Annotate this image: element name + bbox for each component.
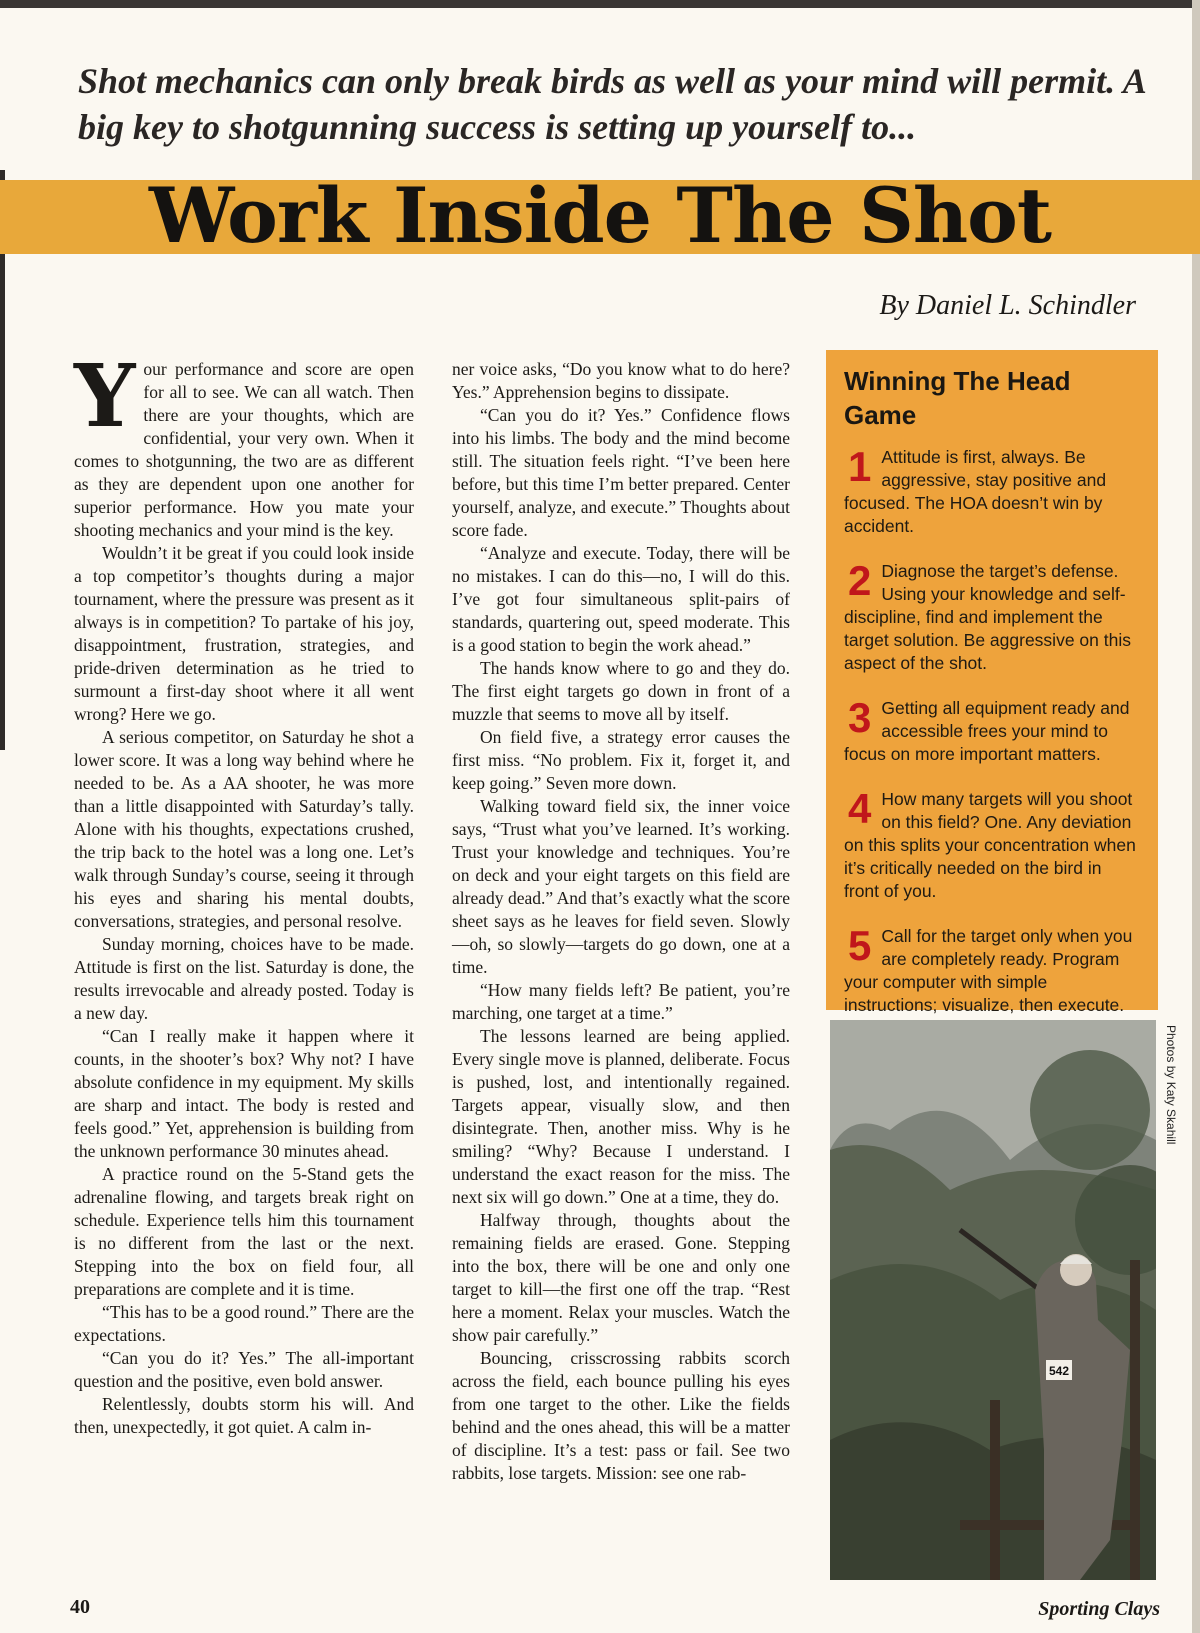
tip-text: Diagnose the target’s defense. Using your knowledge and self-discipline, find and implement the target solution. Be aggressive on this aspect of the shot. — [844, 561, 1131, 673]
paragraph: A serious competitor, on Saturday he shot a lower score. It was a long way behind where he needed to be. As a AA shooter, he was more than a little disappointed with Saturday’s tally. Alone with his thoughts, expectations crushed, the trip back to the hotel was a long one. Let’s walk through Sunday’s course, seeing it through his eyes and sharing his mental doubts, conversations, strategies, and personal resolve. — [74, 727, 414, 931]
paragraph: On field five, a strategy error causes the first miss. “No problem. Fix it, forget it, and keep going.” Seven more down. — [452, 727, 790, 793]
photo-illustration — [830, 1020, 1156, 1580]
drop-cap: Y — [74, 346, 136, 447]
tip-number: 5 — [848, 922, 872, 969]
paragraph: “This has to be a good round.” There are the expectations. — [74, 1302, 414, 1345]
paragraph: Bouncing, crisscrossing rabbits scorch across the field, each bounce pulling his eyes from one target to the other. Like the fields behind and the ones ahead, this will be a matter of discipline. It’s a test: pass or fail. See two rabbits, lose targets. Mission: see one rab- — [452, 1348, 790, 1483]
paragraph: Halfway through, thoughts about the remaining fields are erased. Gone. Stepping into the box, there will be one and only one target to kill—the first one off the trap. “Rest here a moment. Relax your muscles. Watch the show pair carefully.” — [452, 1210, 790, 1345]
paragraph: our performance and score are open for all to see. We can all watch. Then there are your thoughts, which are confidential, your very own. When it comes to shotgunning, the two are as different as they are dependent upon one another for superior performance. How you mate your shooting mechanics and your mind is the key. — [74, 359, 414, 540]
paragraph: Sunday morning, choices have to be made. Attitude is first on the list. Saturday is done, the results irrevocable and already posted. Today is a new day. — [74, 934, 414, 1023]
photo-credit-text: Photos by Katy Skahill — [1164, 1025, 1178, 1145]
tip-text: Attitude is first, always. Be aggressive, stay positive and focused. The HOA doesn’t win by accident. — [844, 447, 1107, 536]
paragraph: “Can you do it? Yes.” The all-important question and the positive, even bold answer. — [74, 1348, 414, 1391]
paragraph: “Analyze and execute. Today, there will be no mistakes. I can do this—no, I will do this. I’ve got four simultaneous split-pairs of standards, quartering out, speed moderate. This is a good station to begin the work ahead.” — [452, 543, 790, 655]
magazine-name: Sporting Clays — [1038, 1598, 1160, 1620]
paragraph: A practice round on the 5-Stand gets the adrenaline flowing, and targets break right on schedule. Experience tells him this tournament is no different from the last or the next. Stepping into the box on field four, all preparations are complete and it is time. — [74, 1164, 414, 1299]
article-column-1 — [74, 346, 414, 1439]
byline: By Daniel L. Schindler — [879, 290, 1136, 321]
sidebar-tip — [844, 443, 1140, 538]
tip-number: 3 — [848, 694, 872, 741]
sidebar-title: Winning The Head Game — [844, 366, 1071, 430]
tip-text: Getting all equipment ready and accessible frees your mind to focus on more important matters. — [844, 698, 1130, 764]
top-rule — [0, 0, 1200, 8]
sidebar-tip — [844, 557, 1140, 675]
tip-number: 4 — [848, 785, 872, 832]
sidebar-tip — [844, 694, 1140, 766]
photo-credit — [1162, 1025, 1180, 1175]
sidebar-box — [826, 350, 1158, 1015]
paragraph: “Can you do it? Yes.” Confidence flows into his limbs. The body and the mind become still. The situation feels right. “I’ve been here before, but this time I’m better prepared. Center yourself, analyze, and execute.” Thoughts about score fade. — [452, 405, 790, 540]
paragraph: The lessons learned are being applied. Every single move is planned, deliberate. Focus is pushed, lost, and intentionally regained. Targets appear, visually slow, and then disintegrate. Then, another miss. Why is he smiling? “Why? Because I understand. I understand the exact reason for the miss. The next six will go down.” One at a time, they do. — [452, 1026, 790, 1207]
paragraph: The hands know where to go and they do. The first eight targets go down in front of a muzzle that seems to move all by itself. — [452, 658, 790, 724]
tip-text: Call for the target only when you are completely ready. Program your computer with simple instructions; visualize, then execute. — [844, 926, 1133, 1015]
paragraph: Walking toward field six, the inner voice says, “Trust what you’ve learned. It’s working. Trust your knowledge and techniques. You’re on deck and your eight targets on this field are already dead.” And that’s exactly what the score sheet says as he leaves for field seven. Slowly—oh, so slowly—targets do go down, one at a time. — [452, 796, 790, 977]
sidebar-tip — [844, 785, 1140, 903]
tip-number: 2 — [848, 557, 872, 604]
shooter-photo — [830, 1020, 1156, 1580]
article-column-2 — [452, 358, 790, 1485]
paragraph: “Can I really make it happen where it counts, in the shooter’s box? Why not? I have absolute confidence in my equipment. My skills are sharp and intact. The body is rested and feels good.” Yet, apprehension is building from the unknown performance 30 minutes ahead. — [74, 1026, 414, 1161]
tip-text: How many targets will you shoot on this field? One. Any deviation on this splits your concentration when it’s critically needed on the bird in front of you. — [844, 789, 1136, 901]
article-deck: Shot mechanics can only break birds as well as your mind will permit. A big key to shotgunning success is setting up yourself to... — [78, 61, 1145, 147]
sidebar-tip — [844, 922, 1140, 1017]
article-headline: Work Inside The Shot — [149, 171, 1051, 260]
paragraph: Relentlessly, doubts storm his will. And then, unexpectedly, it got quiet. A calm in- — [74, 1394, 414, 1437]
paragraph: “How many fields left? Be patient, you’re marching, one target at a time.” — [452, 980, 790, 1023]
bib-number: 542 — [1048, 1364, 1070, 1378]
paragraph: ner voice asks, “Do you know what to do here? Yes.” Apprehension begins to dissipate. — [452, 359, 790, 402]
paragraph: Wouldn’t it be great if you could look inside a top competitor’s thoughts during a major tournament, where the pressure was present as it always is in competition? To partake of his joy, disappointment, frustration, strategies, and pride-driven determination as he tried to surmount a first-day shoot where it all went wrong? Here we go. — [74, 543, 414, 724]
page-number: 40 — [70, 1596, 90, 1618]
tip-number: 1 — [848, 443, 872, 490]
